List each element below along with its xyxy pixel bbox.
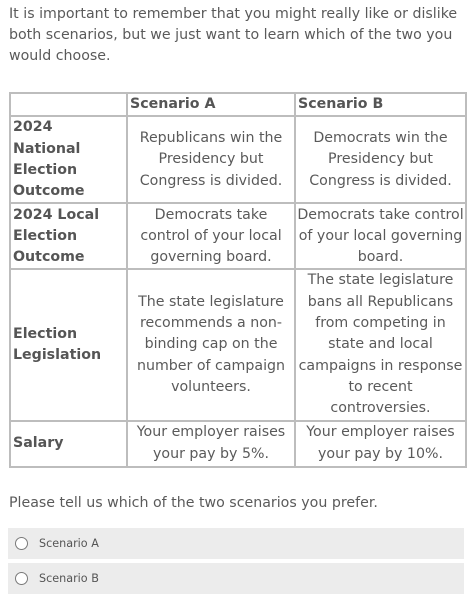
radio-button-icon[interactable] bbox=[15, 537, 28, 550]
table-row bbox=[10, 269, 466, 420]
row-label-line: Legislation bbox=[13, 347, 102, 364]
cell-line: volunteers. bbox=[171, 378, 251, 395]
cell-line: binding cap on the bbox=[144, 336, 278, 353]
row-label-line: 2024 Local bbox=[13, 206, 100, 223]
row-label-line: Outcome bbox=[13, 183, 85, 200]
cell-line: Democrats take bbox=[154, 206, 268, 223]
intro-line: It is important to remember that you might really like or dislike bbox=[9, 6, 458, 22]
header-scenario-a: Scenario A bbox=[127, 93, 295, 116]
cell-scenario-a bbox=[127, 116, 295, 203]
cell-line: Your employer raises bbox=[136, 424, 286, 441]
row-label-local-election bbox=[10, 203, 127, 269]
cell-line: of your local governing bbox=[298, 227, 463, 244]
cell-line: your pay by 5%. bbox=[153, 445, 269, 462]
cell-scenario-b bbox=[295, 421, 466, 467]
cell-scenario-b bbox=[295, 269, 466, 420]
cell-line: to recent controversies. bbox=[330, 378, 431, 417]
option-scenario-a[interactable] bbox=[8, 528, 464, 559]
table-row bbox=[10, 203, 466, 269]
cell-line: Congress is divided. bbox=[309, 172, 452, 189]
header-empty bbox=[10, 93, 127, 116]
row-label-line: Election bbox=[13, 161, 78, 178]
cell-scenario-b bbox=[295, 203, 466, 269]
row-label-line: Salary bbox=[13, 434, 64, 451]
cell-scenario-a bbox=[127, 421, 295, 467]
row-label-line: Election bbox=[13, 227, 78, 244]
header-scenario-b: Scenario B bbox=[295, 93, 466, 116]
intro-line: both scenarios, but we just want to learn which of the two you bbox=[9, 27, 453, 43]
cell-line: Presidency but bbox=[328, 151, 433, 168]
row-label-national-election bbox=[10, 116, 127, 203]
cell-line: bans all Republicans bbox=[307, 293, 454, 310]
cell-line: The state legislature bbox=[138, 293, 284, 310]
cell-line: from competing in bbox=[315, 315, 446, 332]
table-row bbox=[10, 116, 466, 203]
row-label-line: Election bbox=[13, 325, 78, 342]
cell-line: state and local bbox=[328, 336, 433, 353]
cell-line: number of campaign bbox=[136, 357, 286, 374]
cell-line: Democrats take control bbox=[297, 206, 464, 223]
cell-line: Republicans win the bbox=[139, 129, 283, 146]
cell-scenario-b bbox=[295, 116, 466, 203]
cell-line: your pay by 10%. bbox=[318, 445, 443, 462]
question-text: Please tell us which of the two scenarios you prefer. bbox=[9, 495, 378, 511]
cell-line: Congress is divided. bbox=[139, 172, 283, 189]
intro-text bbox=[9, 4, 464, 67]
cell-scenario-a bbox=[127, 203, 295, 269]
cell-line: board. bbox=[357, 249, 404, 266]
intro-line: would choose. bbox=[9, 48, 111, 64]
row-label-election-legislation bbox=[10, 269, 127, 420]
cell-line: Your employer raises bbox=[306, 424, 455, 441]
row-label-line: 2024 National bbox=[13, 119, 81, 157]
row-label-line: Outcome bbox=[13, 249, 85, 266]
cell-line: governing board. bbox=[150, 249, 272, 266]
cell-line: control of your local bbox=[140, 227, 282, 244]
option-label: Scenario B bbox=[39, 572, 99, 585]
option-scenario-b[interactable] bbox=[8, 563, 464, 594]
table-header-row bbox=[10, 93, 466, 116]
cell-line: Presidency but bbox=[158, 151, 264, 168]
scenario-comparison-table bbox=[9, 92, 467, 468]
table-row bbox=[10, 421, 466, 467]
cell-line: The state legislature bbox=[307, 272, 454, 289]
cell-line: campaigns in response bbox=[298, 357, 463, 374]
cell-line: Democrats win the bbox=[313, 129, 448, 146]
radio-button-icon[interactable] bbox=[15, 572, 28, 585]
cell-scenario-a bbox=[127, 269, 295, 420]
cell-line: recommends a non- bbox=[140, 315, 282, 332]
row-label-salary bbox=[10, 421, 127, 467]
option-label: Scenario A bbox=[39, 537, 99, 550]
